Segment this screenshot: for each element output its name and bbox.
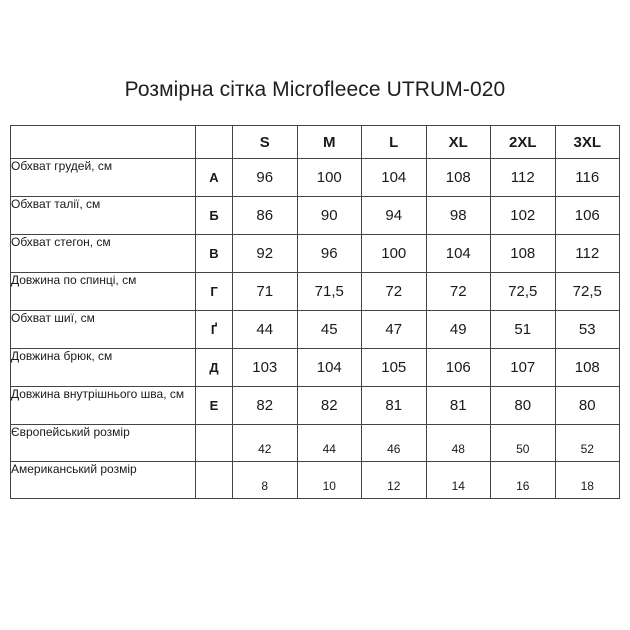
- table-cell: 105: [362, 349, 427, 387]
- table-cell: 116: [555, 159, 620, 197]
- table-cell: 71,5: [297, 273, 362, 311]
- table-cell: 72,5: [555, 273, 620, 311]
- table-cell: 96: [233, 159, 298, 197]
- row-label: Обхват стегон, см: [11, 235, 196, 273]
- table-cell: 102: [491, 197, 556, 235]
- table-cell: 104: [297, 349, 362, 387]
- table-cell: 94: [362, 197, 427, 235]
- table-cell: 104: [426, 235, 491, 273]
- table-cell: 10: [297, 462, 362, 499]
- table-row: [11, 387, 620, 425]
- table-cell: 16: [491, 462, 556, 499]
- table-cell: 72: [362, 273, 427, 311]
- table-cell: 112: [491, 159, 556, 197]
- table-cell: 14: [426, 462, 491, 499]
- table-cell: 72: [426, 273, 491, 311]
- table-cell: 107: [491, 349, 556, 387]
- size-header-xl: XL: [426, 126, 491, 159]
- table-cell: 98: [426, 197, 491, 235]
- table-cell: 48: [426, 425, 491, 462]
- table-cell: 8: [233, 462, 298, 499]
- table-cell: 72,5: [491, 273, 556, 311]
- row-label: Обхват талії, см: [11, 197, 196, 235]
- row-label: Обхват шиї, см: [11, 311, 196, 349]
- size-header-2xl: 2XL: [491, 126, 556, 159]
- table-cell: 108: [491, 235, 556, 273]
- row-label: Довжина внутрішнього шва, см: [11, 387, 196, 425]
- table-row: [11, 425, 620, 462]
- table-cell: 51: [491, 311, 556, 349]
- table-cell: 52: [555, 425, 620, 462]
- table-cell: 46: [362, 425, 427, 462]
- table-row: [11, 349, 620, 387]
- table-cell: 45: [297, 311, 362, 349]
- table-cell: 104: [362, 159, 427, 197]
- table-cell: 44: [297, 425, 362, 462]
- size-header-s: S: [233, 126, 298, 159]
- row-label: Обхват грудей, см: [11, 159, 196, 197]
- table-row: [11, 159, 620, 197]
- row-label: Довжина брюк, см: [11, 349, 196, 387]
- table-cell: 100: [297, 159, 362, 197]
- table-cell: 44: [233, 311, 298, 349]
- table-cell: 50: [491, 425, 556, 462]
- table-cell: 47: [362, 311, 427, 349]
- table-row: [11, 311, 620, 349]
- row-letter: Б: [196, 197, 233, 235]
- size-header-l: L: [362, 126, 427, 159]
- row-letter: [196, 462, 233, 499]
- table-cell: 106: [555, 197, 620, 235]
- table-cell: 112: [555, 235, 620, 273]
- row-letter: Д: [196, 349, 233, 387]
- table-cell: 108: [555, 349, 620, 387]
- table-cell: 81: [362, 387, 427, 425]
- table-cell: 42: [233, 425, 298, 462]
- row-label: Довжина по спинці, см: [11, 273, 196, 311]
- row-letter: В: [196, 235, 233, 273]
- size-chart-table: [10, 125, 620, 499]
- table-cell: 92: [233, 235, 298, 273]
- table-cell: 100: [362, 235, 427, 273]
- table-cell: 18: [555, 462, 620, 499]
- row-letter: Г: [196, 273, 233, 311]
- header-empty-letter-cell: [196, 126, 233, 159]
- row-letter: [196, 425, 233, 462]
- table-cell: 12: [362, 462, 427, 499]
- table-row: [11, 462, 620, 499]
- table-row: [11, 235, 620, 273]
- table-cell: 106: [426, 349, 491, 387]
- table-cell: 53: [555, 311, 620, 349]
- header-row: [11, 126, 620, 159]
- row-letter: Ґ: [196, 311, 233, 349]
- size-header-m: M: [297, 126, 362, 159]
- page-title: Розмірна сітка Microfleece UTRUM-020: [124, 78, 506, 101]
- table-row: [11, 273, 620, 311]
- table-cell: 103: [233, 349, 298, 387]
- row-letter: А: [196, 159, 233, 197]
- table-cell: 81: [426, 387, 491, 425]
- row-label: Європейський розмір: [11, 425, 196, 462]
- header-empty-label-cell: [11, 126, 196, 159]
- table-row: [11, 197, 620, 235]
- table-cell: 71: [233, 273, 298, 311]
- table-cell: 90: [297, 197, 362, 235]
- table-cell: 80: [555, 387, 620, 425]
- table-cell: 82: [297, 387, 362, 425]
- table-cell: 49: [426, 311, 491, 349]
- table-cell: 82: [233, 387, 298, 425]
- table-cell: 86: [233, 197, 298, 235]
- table-cell: 96: [297, 235, 362, 273]
- table-cell: 80: [491, 387, 556, 425]
- table-cell: 108: [426, 159, 491, 197]
- row-letter: Е: [196, 387, 233, 425]
- size-header-3xl: 3XL: [555, 126, 620, 159]
- row-label: Американський розмір: [11, 462, 196, 499]
